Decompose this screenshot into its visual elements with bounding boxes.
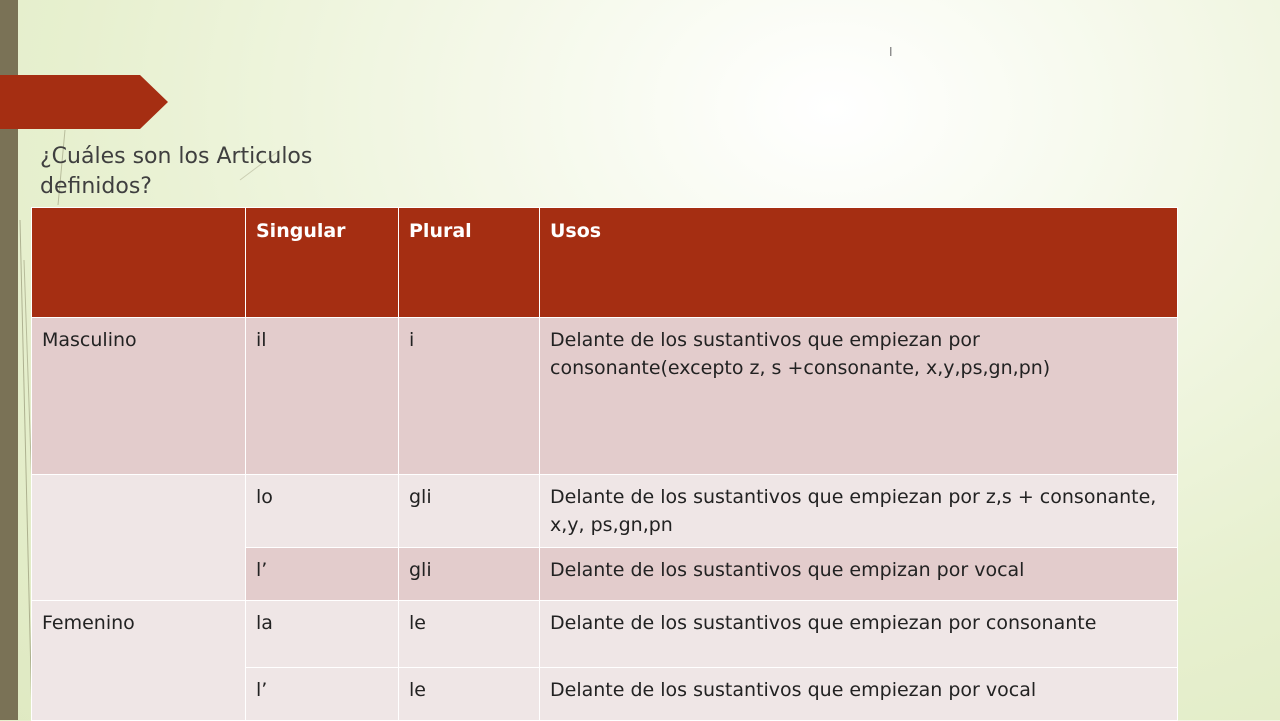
singular-cell: l’	[246, 668, 399, 721]
plural-cell: le	[399, 601, 540, 668]
uso-cell: Delante de los sustantivos que empiezan por consonante(excepto z, s +consonante, x,y,ps,gn,pn)	[540, 318, 1178, 475]
gender-cell: Masculino	[32, 318, 246, 475]
header-usos: Usos	[540, 208, 1178, 318]
uso-cell: Delante de los sustantivos que empiezan por consonante	[540, 601, 1178, 668]
gender-cell	[32, 475, 246, 601]
uso-cell: Delante de los sustantivos que empiezan por vocal	[540, 668, 1178, 721]
uso-cell: Delante de los sustantivos que empizan por vocal	[540, 548, 1178, 601]
table-header-row	[32, 208, 1178, 318]
singular-cell: lo	[246, 475, 399, 548]
table-row	[32, 601, 1178, 668]
articles-table	[31, 207, 1178, 721]
slide-title: ¿Cuáles son los Articulos definidos?	[40, 144, 313, 199]
plural-cell: i	[399, 318, 540, 475]
table-row	[32, 475, 1178, 548]
uso-cell: Delante de los sustantivos que empiezan por z,s + consonante, x,y, ps,gn,pn	[540, 475, 1178, 548]
singular-cell: il	[246, 318, 399, 475]
header-plural: Plural	[399, 208, 540, 318]
title-accent-flag	[0, 75, 168, 129]
header-empty	[32, 208, 246, 318]
singular-cell: l’	[246, 548, 399, 601]
plural-cell: le	[399, 668, 540, 721]
table-row	[32, 318, 1178, 475]
singular-cell: la	[246, 601, 399, 668]
plural-cell: gli	[399, 475, 540, 548]
header-singular: Singular	[246, 208, 399, 318]
gender-cell: Femenino	[32, 601, 246, 721]
plural-cell: gli	[399, 548, 540, 601]
slide-mark: I	[889, 45, 893, 59]
